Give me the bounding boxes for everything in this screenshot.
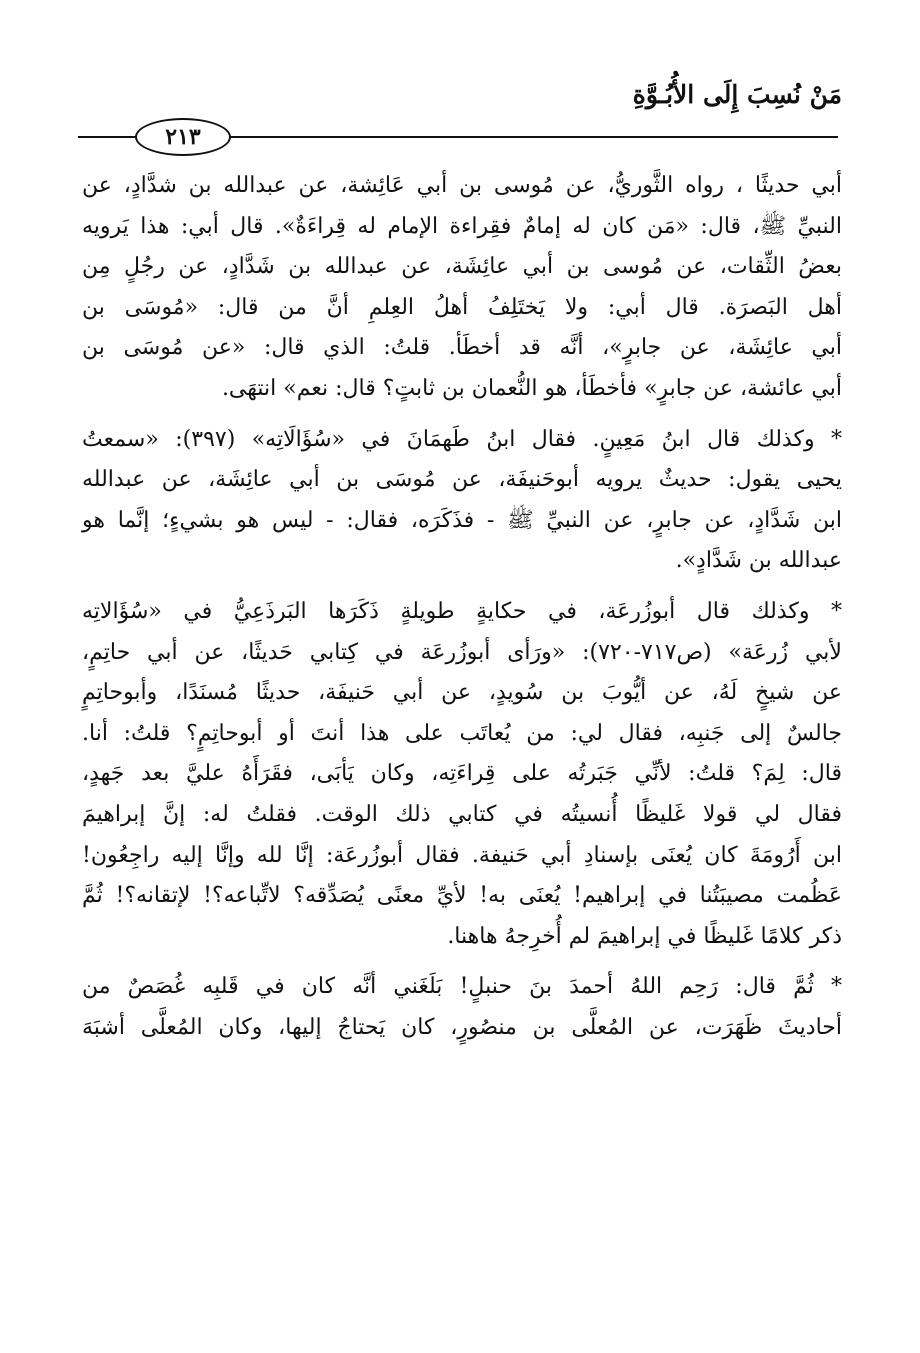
text-line: أحاديثَ ظَهَرَت، عن المُعلَّى بن منصُورٍ، كان يَحتاجُ إليها، وكان المُعلَّى أشبَهَ (82, 1014, 842, 1040)
text-line: جالسٌ إلى جَنبِه، فقال لي: من يُعاتَب على هذا أنتَ أو أبوحاتِمٍ؟ قلتُ: أنا. (82, 720, 842, 746)
text-line: * وكذلك قال ابنُ مَعِينٍ. فقال ابنُ طَهمَانَ في «سُؤَالَاتِه» (٣٩٧): «سمعتُ (82, 426, 842, 452)
text-line: قال: لِمَ؟ قلتُ: لأنِّي جَبَرتُه على قِراءَتِه، وكان يَأبَى، فقَرَأَهُ عليَّ بعد جَهدٍ، (82, 761, 842, 787)
paragraph-3 (82, 592, 842, 957)
text-line: أبي عائشة، عن جابرٍ» فأخطَأ، هو النُّعمان بن ثابتٍ؟ قال: نعم» انتهَى. (221, 375, 842, 401)
text-line: أهل البَصرَة. قال أبي: ولا يَختَلِفُ أهلُ العِلمِ أنَّ من قال: «مُوسَى بن (82, 294, 842, 320)
text-line: بعضُ الثِّقات، عن مُوسى بن أبي عائِشَة، عن عبدالله بن شَدَّادٍ، عن رجُلٍ مِن (82, 254, 843, 280)
text-line: أبي حديثًا ، رواه الثَّوريُّ، عن مُوسى بن أبي عَائِشة، عن عبدالله بن شدَّادٍ، عن (82, 173, 842, 198)
text-line: يحيى يقول: حديثٌ يرويه أبوحَنيفَة، عن مُوسَى بن أبي عائِشَة، عن عبدالله (82, 467, 842, 493)
text-line: عَظُمت مصيبَتُنا في إبراهيم! يُعنَى به! لأيِّ معنًى يُصَدِّقه؟ لاتِّباعه؟! لإتقانه؟! ثُمَّ (82, 883, 842, 909)
text-line: النبيِّ ﷺ، قال: «مَن كان له إمامٌ فقِراءة الإمام له قِراءَةٌ». قال أبي: هذا يَرويه (82, 213, 842, 239)
running-title: مَنْ نُسِبَ إِلَى الأُبُـوَّةِ (632, 80, 842, 109)
text-line: ابن أَرُومَةَ كان يُعنَى بإسنادِ أبي حَنيفة. فقال أبوزُرعَة: إنَّا لله وإنَّا إليه راجِعُون! (82, 842, 842, 868)
text-line: فقال لي قولا غَليظًا أُنسيتُه في كتابي ذلك الوقت. فقلتُ له: إنَّ إبراهيمَ (82, 801, 842, 827)
text-line: لأبي زُرعَة» (ص٧١٧-٧٢٠): «ورَأى أبوزُرعَة في كِتابي حَديثًا، عن أبي حاتِمٍ، (82, 639, 842, 665)
text-line: أبي عائِشَة، عن جابرٍ»، أنَّه قد أخطَأ. قلتُ: الذي قال: «عن مُوسَى بن (82, 335, 842, 361)
text-line: * ثُمَّ قال: رَحِم اللهُ أحمدَ بنَ حنبلٍ! بَلَغَني أنَّه كان في قَلبِه غُصَصٌ من (82, 974, 842, 1000)
text-line: عن شيخٍ لَهُ، عن أيُّوبَ بن سُويدٍ، عن أبي حَنيفَة، حديثًا مُسنَدًا، وأبوحاتِمٍ (82, 680, 842, 706)
text-line: ذكر كلامًا غَليظًا في إبراهيمَ لم أُخرِجهُ هاهنا. (447, 923, 842, 949)
paragraph-4 (82, 967, 842, 1048)
paragraph-2 (82, 420, 842, 582)
body-text (82, 166, 842, 1048)
text-line: ابن شَدَّادٍ، عن جابرٍ، عن النبيِّ ﷺ - فذَكَرَه، فقال: - ليس هو بشيءٍ؛ إنَّما هو (82, 507, 842, 533)
text-line: * وكذلك قال أبوزُرعَة، في حكايةٍ طويلةٍ ذَكَرَها البَرذَعِيُّ في «سُؤَالاتِه (82, 598, 842, 624)
page-number-badge: ٢١٣ (135, 118, 231, 156)
text-line: عبدالله بن شَدَّادٍ». (675, 548, 842, 574)
paragraph-1 (82, 166, 842, 410)
